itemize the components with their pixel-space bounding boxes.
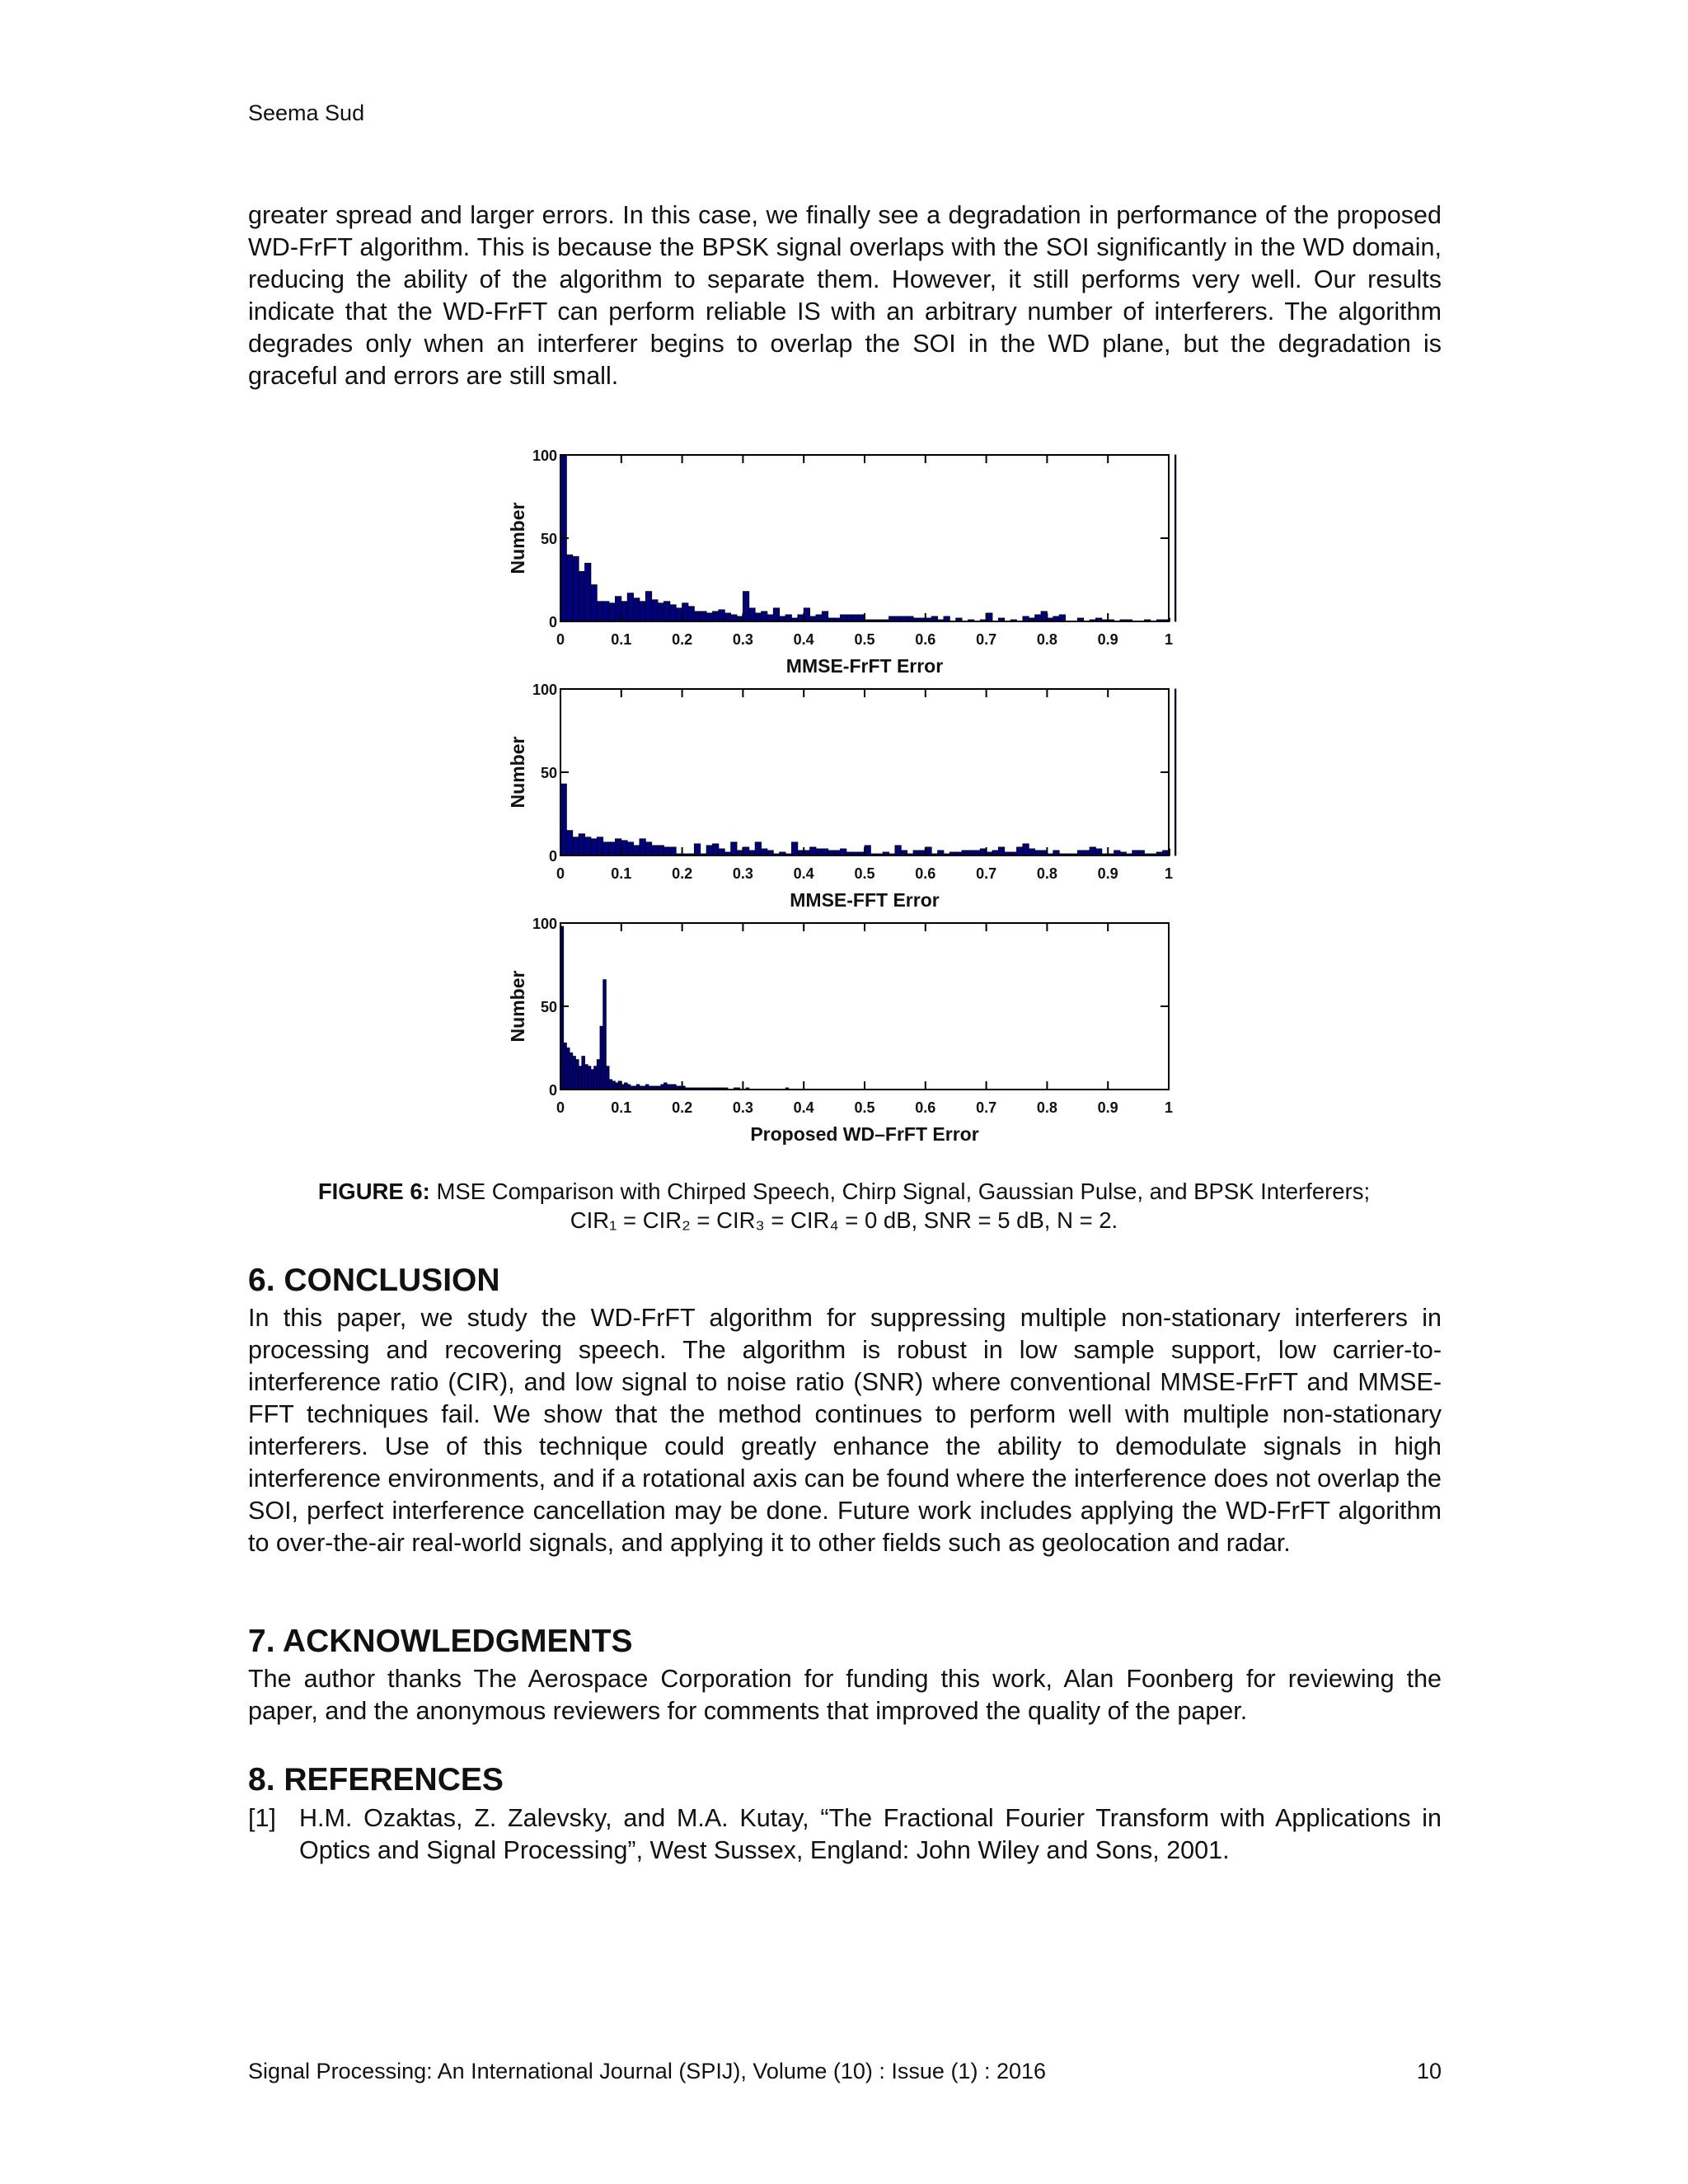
x-tick-label: 0.8 (1036, 865, 1057, 882)
y-tick-label: 50 (540, 999, 557, 1015)
histogram-bar-1 (1041, 612, 1047, 621)
histogram-bar-2 (634, 846, 640, 855)
histogram-bar-1 (743, 592, 748, 621)
histogram-bar-2 (609, 842, 615, 855)
histogram-bar-1 (840, 615, 846, 621)
plot-frame-3 (560, 923, 1169, 1090)
histogram-bar-2 (980, 849, 986, 855)
histogram-bar-1 (603, 602, 609, 621)
running-header-author: Seema Sud (248, 101, 365, 125)
figure-caption (206, 1177, 1482, 1235)
histogram-bar-3 (575, 1060, 579, 1090)
histogram-bar-3 (594, 1066, 598, 1090)
x-axis-label: Proposed WD–FrFT Error (750, 1123, 979, 1145)
histogram-bar-2 (743, 847, 748, 855)
y-axis-label: Number (507, 502, 528, 574)
histogram-bar-1 (1035, 615, 1041, 621)
histogram-bar-2 (694, 844, 700, 855)
histogram-bar-2 (865, 846, 870, 855)
x-tick-label: 0.4 (793, 865, 814, 882)
histogram-bar-2 (670, 847, 676, 855)
histogram-bar-3 (600, 1026, 603, 1090)
histogram-bar-1 (804, 608, 809, 621)
histogram-bar-3 (588, 1066, 591, 1090)
y-tick-label: 100 (532, 448, 557, 464)
histogram-bar-1 (579, 571, 584, 621)
x-tick-label: 0.2 (672, 865, 693, 882)
histogram-bar-3 (585, 1065, 588, 1090)
x-tick-label: 0.1 (611, 631, 632, 648)
histogram-bar-2 (652, 846, 658, 855)
x-tick-label: 1 (1164, 865, 1174, 882)
histogram-bar-1 (719, 610, 724, 621)
x-tick-label: 0.5 (854, 631, 875, 648)
x-tick-label: 0.9 (1097, 865, 1118, 882)
histogram-bar-1 (859, 615, 865, 621)
histogram-bar-1 (767, 615, 773, 621)
histogram-bar-1 (670, 605, 676, 621)
conclusion-paragraph: In this paper, we study the WD-FrFT algorithm for suppressing multiple non-stationary interferers in processing and recovering speech. The algorithm is robust in low sample support, low carrier-to-interference ratio (CIR), and low signal to noise ratio (SNR) where conventional MMSE-FrFT and MMSE-FFT techniques fail. We show that the method continues to perform well with multiple non-stationary interferers. Use of this technique could greatly enhance the ability to demodulate signals in high interference environments, and if a rotational axis can be found where the interference does not overlap the SOI, perfect interference cancellation may be done. Future work includes applying the WD-FrFT algorithm to over-the-air real-world signals, and applying it to other fields such as geolocation and radar. (248, 1304, 1442, 1557)
histogram-bar-2 (1090, 847, 1095, 855)
histogram-bar-1 (798, 615, 804, 621)
y-axis-label: Number (507, 970, 528, 1043)
acknowledgments-heading: 7. ACKNOWLEDGMENTS (248, 1624, 633, 1659)
histogram-bar-2 (579, 834, 584, 855)
histogram-bar-3 (606, 1066, 609, 1090)
x-tick-label: 0.1 (611, 1099, 632, 1116)
histogram-bar-1 (688, 607, 694, 621)
histogram-bar-2 (1029, 849, 1034, 855)
histogram-bar-2 (645, 842, 651, 855)
histogram-bar-2 (791, 842, 797, 855)
histogram-bar-3 (566, 1048, 570, 1090)
histogram-bar-2 (926, 847, 931, 855)
x-tick-label: 0.1 (611, 865, 632, 882)
histogram-bar-2 (1095, 849, 1101, 855)
histogram-bar-2 (762, 849, 767, 855)
histogram-bar-3 (663, 1083, 667, 1090)
histogram-bar-1 (822, 612, 828, 621)
histogram-bar-3 (609, 1080, 612, 1090)
x-axis-label: MMSE-FFT Error (790, 889, 940, 911)
histogram-bar-2 (895, 846, 901, 855)
histogram-figure (503, 437, 1187, 1162)
x-tick-label: 0.6 (915, 1099, 936, 1116)
histogram-bar-2 (597, 837, 603, 855)
y-tick-label: 50 (540, 765, 557, 781)
histogram-bar-1 (621, 602, 627, 621)
histogram-bar-1 (597, 602, 603, 621)
reference-text: H.M. Ozaktas, Z. Zalevsky, and M.A. Kutay, “The Fractional Fourier Transform with Applications in Optics and Signal Processing”, West Sussex, England: John Wiley and Sons, 2001. (299, 1804, 1442, 1864)
page-footer (248, 2059, 1442, 2084)
histogram-bar-3 (564, 1043, 567, 1090)
histogram-bar-2 (566, 831, 572, 855)
x-tick-label: 0.7 (976, 631, 997, 648)
histogram-bar-1 (634, 598, 640, 621)
histogram-bar-2 (603, 842, 609, 855)
x-tick-label: 0.3 (732, 865, 753, 882)
acknowledgments-paragraph: The author thanks The Aerospace Corporation for funding this work, Alan Foonberg for reviewing the paper, and the anonymous reviewers for comments that improved the quality of the paper. (248, 1665, 1442, 1725)
histogram-bar-1 (566, 555, 572, 621)
histogram-bar-2 (615, 839, 621, 855)
histogram-bar-3 (591, 1070, 594, 1090)
x-tick-label: 0 (556, 865, 565, 882)
histogram-bar-2 (822, 849, 828, 855)
x-tick-label: 0.3 (732, 631, 753, 648)
x-tick-label: 0.8 (1036, 1099, 1057, 1116)
x-tick-label: 0.9 (1097, 1099, 1118, 1116)
y-tick-label: 100 (532, 916, 557, 932)
histogram-bar-2 (713, 844, 719, 855)
x-tick-label: 0 (556, 1099, 565, 1116)
y-tick-label: 0 (548, 848, 557, 865)
histogram-bar-2 (585, 837, 591, 855)
histogram-bar-1 (676, 608, 682, 621)
x-tick-label: 0.4 (793, 1099, 814, 1116)
histogram-bar-1 (652, 600, 658, 621)
x-tick-label: 1 (1164, 1099, 1174, 1116)
x-tick-label: 0.4 (793, 631, 814, 648)
caption-label: FIGURE 6: (317, 1179, 430, 1204)
caption-line-2: CIR₁ = CIR₂ = CIR₃ = CIR₄ = 0 dB, SNR = 5 dB, N = 2. (570, 1207, 1118, 1233)
conclusion-heading: 6. CONCLUSION (248, 1263, 500, 1298)
histogram-bar-2 (1017, 847, 1023, 855)
x-axis-label: MMSE-FrFT Error (785, 655, 944, 677)
caption-text: MSE Comparison with Chirped Speech, Chirp Signal, Gaussian Pulse, and BPSK Interferers; (436, 1179, 1371, 1204)
histogram-bar-2 (731, 842, 737, 855)
x-tick-label: 0.2 (672, 1099, 693, 1116)
histogram-bar-3 (624, 1083, 627, 1090)
histogram-bar-1 (658, 603, 663, 621)
histogram-bar-1 (1175, 455, 1176, 621)
histogram-bar-1 (694, 612, 700, 621)
references-heading: 8. REFERENCES (248, 1762, 504, 1797)
histogram-bar-1 (609, 603, 615, 621)
x-tick-label: 0.6 (915, 865, 936, 882)
histogram-bar-1 (573, 556, 579, 621)
histogram-bar-1 (852, 615, 858, 621)
y-tick-label: 100 (532, 682, 557, 698)
histogram-bar-2 (1175, 689, 1176, 855)
histogram-bar-2 (621, 841, 627, 855)
histogram-bar-2 (755, 842, 761, 855)
histogram-bar-2 (658, 846, 663, 855)
histogram-bar-2 (663, 847, 669, 855)
histogram-bar-1 (713, 612, 719, 621)
histogram-bar-3 (579, 1066, 582, 1090)
histogram-bar-1 (663, 602, 669, 621)
histogram-bar-2 (560, 784, 566, 855)
x-tick-label: 0.9 (1097, 631, 1118, 648)
histogram-bar-1 (640, 602, 645, 621)
x-tick-label: 0.5 (854, 1099, 875, 1116)
histogram-bar-2 (840, 849, 846, 855)
histogram-bar-2 (627, 842, 633, 855)
histogram-bar-1 (755, 613, 761, 621)
x-tick-label: 0.7 (976, 865, 997, 882)
histogram-bar-1 (627, 593, 633, 621)
y-tick-label: 0 (548, 614, 557, 630)
histogram-bar-1 (724, 613, 730, 621)
x-tick-label: 0.6 (915, 631, 936, 648)
x-tick-label: 0.3 (732, 1099, 753, 1116)
histogram-bar-1 (682, 603, 688, 621)
histogram-bar-1 (706, 613, 712, 621)
histogram-bar-2 (810, 847, 816, 855)
x-tick-label: 0.5 (854, 865, 875, 882)
x-tick-label: 1 (1164, 631, 1174, 648)
histogram-bar-1 (645, 592, 651, 621)
histogram-bar-1 (591, 585, 597, 621)
histogram-bar-1 (731, 615, 737, 621)
reference-number: [1] (248, 1804, 276, 1832)
histogram-bar-3 (615, 1083, 618, 1090)
histogram-bar-3 (570, 1053, 573, 1090)
histogram-bar-3 (582, 1057, 585, 1090)
histogram-bar-1 (1059, 615, 1065, 621)
x-tick-label: 0.8 (1036, 631, 1057, 648)
histogram-bar-2 (1023, 844, 1029, 855)
histogram-bar-2 (706, 846, 712, 855)
figure-6 (503, 437, 1187, 1162)
histogram-bar-1 (773, 608, 779, 621)
histogram-bar-2 (591, 839, 597, 855)
histogram-bar-2 (719, 849, 724, 855)
histogram-bar-2 (640, 839, 645, 855)
histogram-bar-1 (749, 608, 755, 621)
histogram-bar-3 (612, 1081, 616, 1090)
histogram-bar-3 (597, 1060, 600, 1090)
histogram-bar-3 (573, 1057, 576, 1090)
x-tick-label: 0.2 (672, 631, 693, 648)
histogram-bar-1 (585, 563, 591, 621)
histogram-bar-2 (816, 849, 822, 855)
y-axis-label: Number (507, 736, 528, 808)
y-tick-label: 0 (548, 1082, 557, 1099)
page-number: 10 (1416, 2059, 1442, 2083)
histogram-bar-1 (846, 615, 852, 621)
histogram-bar-3 (603, 980, 607, 1090)
y-tick-label: 50 (540, 531, 557, 547)
histogram-bar-1 (785, 615, 791, 621)
x-tick-label: 0.7 (976, 1099, 997, 1116)
histogram-bar-1 (816, 615, 822, 621)
histogram-bar-1 (762, 612, 767, 621)
plot-frame-2 (560, 689, 1169, 855)
histogram-bar-1 (987, 613, 992, 621)
x-tick-label: 0 (556, 631, 565, 648)
histogram-bar-2 (573, 837, 579, 855)
histogram-bar-1 (701, 612, 706, 621)
histogram-bar-1 (615, 597, 621, 621)
reference-item (248, 1802, 1442, 1867)
histogram-bar-2 (998, 847, 1004, 855)
intro-paragraph: greater spread and larger errors. In this case, we finally see a degradation in performance of the proposed WD-FrFT algorithm. This is because the BPSK signal overlaps with the SOI significantly in the WD domain, reducing the ability of the algorithm to separate them. However, it still performs very well. Our results indicate that the WD-FrFT can perform reliable IS with an arbitrary number of interferers. The algorithm degrades only when an interferer begins to overlap the SOI in the WD plane, but the degradation is graceful and errors are still small. (248, 201, 1442, 390)
footer-journal: Signal Processing: An International Journal (SPIJ), Volume (10) : Issue (1) : 2016 (248, 2059, 1047, 2083)
